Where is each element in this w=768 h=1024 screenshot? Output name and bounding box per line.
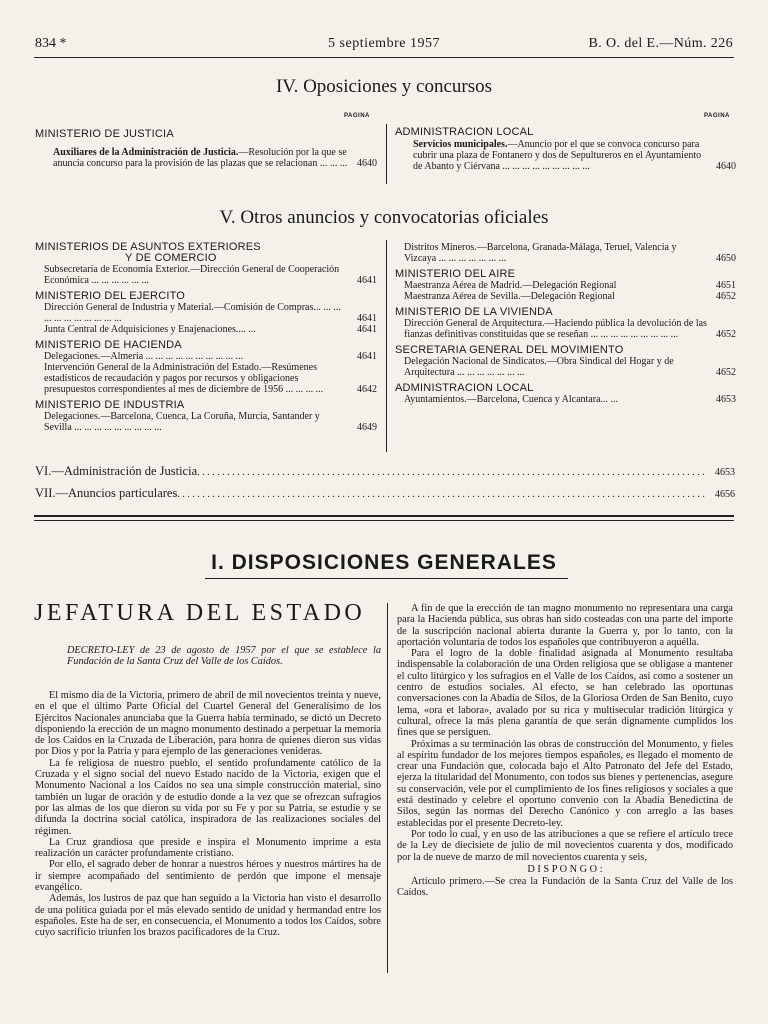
entry-page: 4652 — [716, 291, 736, 302]
page-number: 834 * — [35, 36, 67, 51]
section-5-right — [395, 242, 736, 405]
column-divider-iv — [386, 124, 387, 184]
index-entry[interactable] — [35, 351, 377, 362]
entry-page: 4641 — [357, 351, 377, 362]
entry-text: Distritos Mineros.—Barcelona, Granada-Málaga, Teruel, Valencia y Vizcaya ... ... ... ... ... ... ... — [404, 242, 677, 264]
entry-page: 4650 — [716, 253, 736, 264]
index-entry[interactable] — [395, 291, 736, 302]
index-entry[interactable] — [395, 356, 736, 378]
entry-text: Maestranza Aérea de Sevilla.—Delegación Regional — [404, 291, 615, 302]
entry-text: Junta Central de Adquisiciones y Enajenaciones.... ... — [44, 324, 256, 335]
ministry-heading: MINISTERIO DEL EJERCITO — [35, 290, 186, 302]
body-paragraph: Por todo lo cual, y en uso de las atribuciones a que se refiere el artículo trece de la Ley de diecisiete de julio de mil novecientos cuarenta y dos, modificado por la de nueve de marzo de mil novecientos cuarenta y seis, — [397, 828, 733, 863]
body-paragraph: Por ello, el sagrado deber de honrar a nuestros héroes y nuestros mártires ha de ir siempre acompañado del sentimiento de perdón que impone el mensaje evangélico. — [35, 859, 381, 894]
index-entry[interactable] — [35, 362, 377, 395]
decreto-title: DECRETO-LEY de 23 de agosto de 1957 — [67, 645, 256, 656]
section-6-line[interactable] — [35, 464, 735, 479]
issue-date: 5 septiembre 1957 — [328, 36, 440, 51]
article-first: Artículo primero.—Se crea la Fundación de la Santa Cruz del Valle de los Caídos. — [397, 876, 733, 899]
jefatura-title: JEFATURA DEL ESTADO — [34, 600, 366, 626]
pagina-label-right: PAGINA — [704, 113, 730, 119]
decreto-heading — [67, 645, 381, 668]
ministry-heading-cont: Y DE COMERCIO — [125, 252, 217, 264]
decreto-subtitle: por el que se establece la Fundación de la Santa Cruz del Valle de los Caídos. — [67, 645, 381, 668]
index-entry[interactable] — [35, 147, 377, 169]
entry-text: Dirección General de Arquitectura.—Haciendo pública la devolución de las fianzas definitivas constituidas que se reseñan ... ... ... ... ... ... ... ... ... — [404, 318, 707, 340]
entry-text: Delegaciones.—Almería ... ... ... ... ... ... ... ... ... ... — [44, 351, 244, 362]
entry-page: 4652 — [716, 329, 736, 340]
entry-page: 4641 — [357, 313, 377, 324]
section-4-right — [395, 127, 736, 172]
entry-page: 4653 — [716, 394, 736, 405]
section-rule-thick — [34, 515, 734, 517]
dispongo-heading: D I S P O N G O : — [527, 863, 603, 875]
ministry-heading: ADMINISTRACION LOCAL — [395, 382, 534, 394]
entry-text: Dirección General de Industria y Material.—Comisión de Compras... ... ... ... ... ... ... ... ... ... ... — [44, 302, 341, 324]
entry-text: Delegación Nacional de Sindicatos.—Obra Sindical del Hogar y de Arquitectura ... ... ... ... ... ... ... — [404, 356, 674, 378]
index-entry[interactable] — [35, 411, 377, 433]
dot-leader — [177, 489, 705, 500]
entry-page: 4641 — [357, 275, 377, 286]
index-entry[interactable] — [395, 280, 736, 291]
entry-page: 4640 — [357, 158, 377, 169]
index-entry[interactable] — [395, 242, 736, 264]
column-divider-v — [386, 240, 387, 452]
entry-text: Delegaciones.—Barcelona, Cuenca, La Coruña, Murcia, Santander y Sevilla ... ... ... ... ... ... ... ... ... — [44, 411, 320, 433]
index-entry[interactable] — [395, 139, 736, 172]
section-7-title: VII.—Anuncios particulares — [35, 486, 178, 500]
section-7-page: 4656 — [715, 489, 735, 500]
section-6-page: 4653 — [715, 467, 735, 478]
ministry-heading: MINISTERIO DE HACIENDA — [35, 339, 182, 351]
body-paragraph: Próximas a su terminación las obras de construcción del Monumento, y fieles al espíritu fundador de los mejores tiempos españoles, es llegado el momento de crear una Fundación que, colocada bajo el Alto Patronato del Jefe del Estado, ejerza la titularidad del Monumento, con todos sus bienes y pertenencias, asegure su conservación, vele por el cumplimiento de los fines religiosos y sociales a que está destinado y celebre el oportuno convenio con la Abadía Benedictina de Silos, según las normas del Derecho Canónico y con arreglo a las bases establecidas por el presente Decreto-ley. — [397, 738, 733, 829]
entry-text: Maestranza Aérea de Madrid.—Delegación Regional — [404, 280, 617, 291]
body-left-column — [35, 690, 381, 939]
index-entry[interactable] — [35, 302, 377, 324]
body-paragraph: Para el logro de la doble finalidad asignada al Monumento resultaba indispensable la colaboración de una Orden religiosa que se obligase a mantener el culto litúrgico y los sufragios en el Valle de los Caídos, así como a sostener un centro de estudios sociales. Al efecto, se han celebrado las oportunas conversaciones con la Abadía de Silos, de la Gloriosa Orden de San Benito, cuyo lema, «ora et labora», avalado por su rica y multisecular tradición litúrgica y cultural, ofrece la más plena garantía de que serán dignamente cumplidos los fines que se persiguen. — [397, 648, 733, 739]
entry-bold: Servicios municipales. — [413, 139, 508, 150]
index-entry[interactable] — [395, 318, 736, 340]
entry-page: 4649 — [357, 422, 377, 433]
ministry-heading: MINISTERIO DEL AIRE — [395, 268, 516, 280]
body-paragraph: El mismo día de la Victoria, primero de abril de mil novecientos treinta y nueve, en el que el último Parte Oficial del Cuartel General del Generalísimo de los Ejércitos Nacionales anunciaba que la Guerra había terminado, se dictó un Decreto disponiendo la erección de un magno monumento destinado a perpetuar la memoria de los Caídos en la Cruzada de Liberación, para honra de quienes dieron sus vidas por Dios y por la Patria y para ejemplo de las generaciones venideras. — [35, 690, 381, 758]
section-7-line[interactable] — [35, 486, 735, 501]
dot-leader — [197, 467, 705, 478]
index-entry[interactable] — [395, 394, 736, 405]
body-paragraph: Además, los lustros de paz que han seguido a la Victoria han visto el desarrollo de una política guiada por el más elevado sentido de unidad y hermandad entre los españoles. Este ha de ser, en consecuencia, el Monumento a todos los Caídos, sobre cuyo sacrificio triunfen los brazos pacificadores de la Cruz. — [35, 893, 381, 939]
ministry-heading: MINISTERIO DE INDUSTRIA — [35, 399, 185, 411]
entry-page: 4652 — [716, 367, 736, 378]
index-entry[interactable] — [35, 264, 377, 286]
disposiciones-title: I. DISPOSICIONES GENERALES — [211, 551, 557, 574]
ministry-heading: MINISTERIOS DE ASUNTOS EXTERIORES — [35, 241, 261, 253]
ministry-heading: MINISTERIO DE JUSTICIA — [35, 128, 174, 140]
section-4-left — [35, 129, 377, 169]
body-paragraph: A fin de que la erección de tan magno monumento no representara una carga para la Hacienda pública, sus obras han sido costeadas con una parte del importe de la suscripción nacional abierta durante la Guerra y, por lo tanto, con la aportación voluntaria de todos los españoles que contribuyeron a aquélla. — [397, 603, 733, 648]
entry-page: 4651 — [716, 280, 736, 291]
ministry-heading: SECRETARIA GENERAL DEL MOVIMIENTO — [395, 344, 624, 356]
body-paragraph: La fe religiosa de nuestro pueblo, el sentido profundamente católico de la Cruzada y el signo social del nuevo Estado nacido de la Victoria, exigen que el Monumento Nacional a los Caídos no sea una simple construcción material, sino también un lugar de oración y de estudio donde a la vez que se ofrezcan sufragios por las almas de los que dieron su vida por su Fe y por su Patria, se estudie y se difunda la doctrina social católica, inspiradora de las realizaciones sociales del régimen. — [35, 757, 381, 837]
entry-page: 4641 — [357, 324, 377, 335]
header-rule — [34, 57, 734, 58]
pagina-label-left: PAGINA — [344, 113, 370, 119]
section-rule-thin — [34, 520, 734, 521]
index-entry[interactable] — [35, 324, 377, 335]
ministry-heading: ADMINISTRACION LOCAL — [395, 126, 534, 138]
entry-page: 4642 — [357, 384, 377, 395]
body-right-column — [397, 603, 733, 899]
section-4-title: IV. Oposiciones y concursos — [275, 76, 492, 97]
section-5-title: V. Otros anuncios y convocatorias oficiales — [219, 207, 549, 228]
entry-text: Subsecretaría de Economía Exterior.—Dirección General de Cooperación Económica ... ... ... ... ... ... — [44, 264, 340, 286]
body-paragraph: La Cruz grandiosa que preside e inspira el Monumento imprime a esta realización un carácter profundamente cristiano. — [35, 836, 381, 860]
entry-text: Ayuntamientos.—Barcelona, Cuenca y Alcantara... ... — [404, 394, 619, 405]
section-6-title: VI.—Administración de Justicia — [35, 464, 198, 478]
entry-text: Intervención General de la Administración del Estado.—Resúmenes estadísticos de recaudación y pagos por recursos y obligaciones presupuestos correspondientes al mes de diciembre de 1956 ... ... ... ... — [44, 362, 324, 395]
entry-text: —Resolución por la que se anuncia concurso para la provisión de las plazas que se relacionan ... ... ... — [53, 147, 348, 169]
ministry-heading: MINISTERIO DE LA VIVIENDA — [395, 306, 553, 318]
entry-bold: Auxiliares de la Administración de Justicia. — [53, 147, 239, 158]
entry-page: 4640 — [716, 161, 736, 172]
section-5-left — [35, 242, 377, 433]
body-column-divider — [387, 603, 388, 973]
journal-number: B. O. del E.—Núm. 226 — [588, 36, 733, 51]
disposiciones-underline — [205, 578, 568, 579]
entry-text: —Anuncio por el que se convoca concurso para cubrir una plaza de Fontanero y dos de Sepultureros en el Ayuntamiento de Abanto y Ciérvana ... ... ... ... ... ... ... ... ... — [413, 139, 702, 172]
